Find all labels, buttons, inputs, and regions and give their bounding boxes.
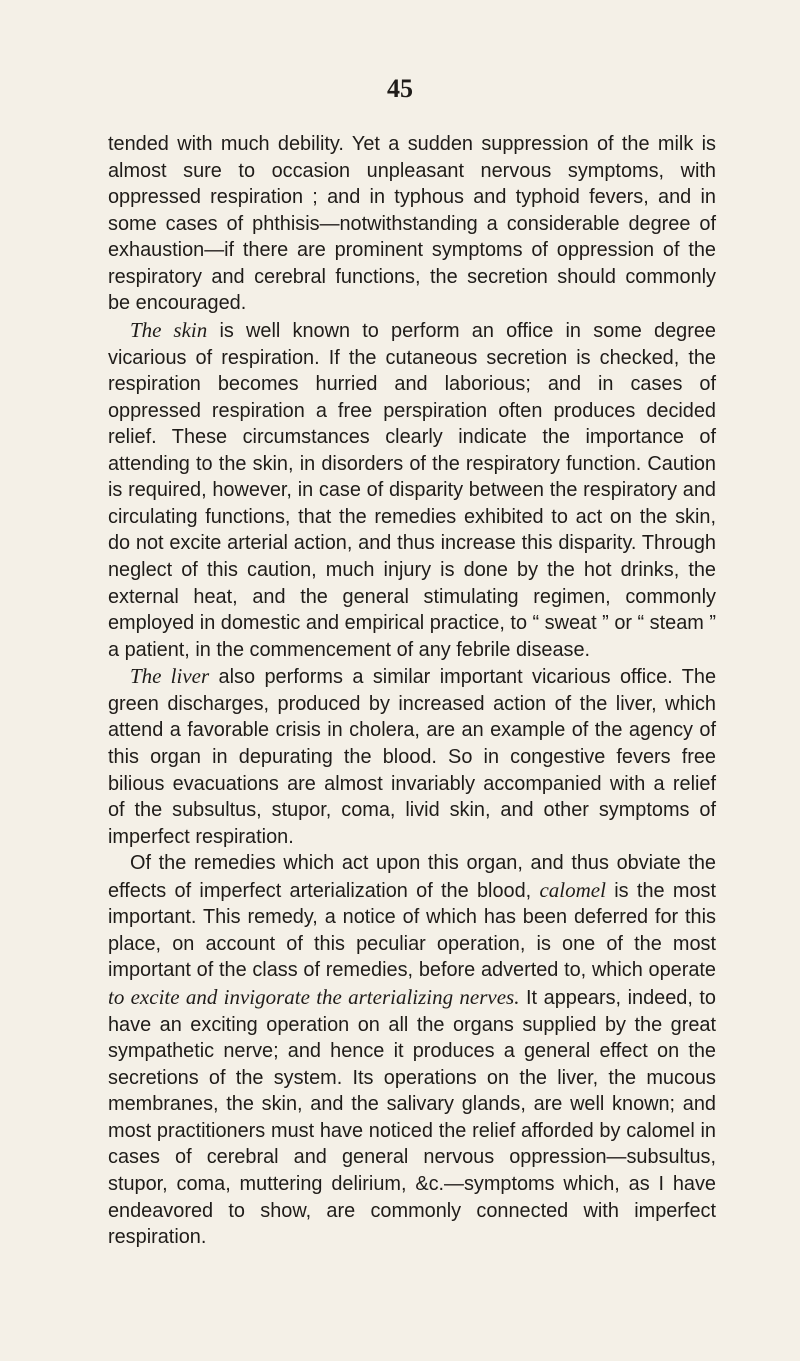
paragraph-text: Of the remedies which act upon this organ, and thus obviate the effects of imperfect arterialization of the blood, <box>108 852 716 902</box>
paragraph-text: also performs a similar important vicarious office. The green discharges, produced by increased action of the liver, which attend a favorable crisis in cholera, are an example of the agency of this organ in depurating the blood. So in congestive fevers free bilious evacuations are almost invariably accompanied with a relief of the subsultus, stupor, coma, livid skin, and other symptoms of imperfect respiration. <box>108 666 717 848</box>
paragraph-skin <box>108 317 716 663</box>
body-text <box>108 131 716 1251</box>
italic-heading-skin: The skin <box>130 317 208 342</box>
italic-heading-liver: The liver <box>130 664 210 689</box>
paragraph-text: It appears, indeed, to have an exciting operation on all the organs supplied by the great sympathetic nerve; and hence it produces a general effect on the secretions of the system. Its operations on the liver, the mucous membranes, the skin, and the salivary glands, are well known; and most practitioners must have noticed the relief afforded by calomel in cases of cerebral and general nervous oppression—subsultus, stupor, coma, muttering delirium, &c.—symptoms which, as I have endeavored to show, are commonly connected with imperfect respiration. <box>108 987 716 1249</box>
paragraph-liver <box>108 663 716 850</box>
paragraph-text: tended with much debility. Yet a sudden suppression of the milk is almost sure to occasion unpleasant nervous symptoms, with oppressed respiration ; and in typhous and typhoid fevers, and in some cases of phthisis—notwithstanding a considerable degree of exhaustion—if there are prominent symptoms of oppression of the respiratory and cerebral functions, the secretion should commonly be encouraged. <box>108 133 716 315</box>
page-number: 45 <box>387 74 413 103</box>
italic-phrase-excite: to excite and invigorate the arterializing nerves. <box>108 985 520 1009</box>
paragraph-text: is well known to perform an office in some degree vicarious of respiration. If the cutaneous secretion is checked, the respiration becomes hurried and laborious; and in cases of oppressed respiration a free perspiration often produces decided relief. These circumstances clearly indicate the importance of attending to the skin, in disorders of the respiratory function. Caution is required, however, in case of disparity between the respiratory and circulating functions, that the remedies exhibited to act on the skin, do not excite arterial action, and thus increase this disparity. Through neglect of this caution, much injury is done by the hot drinks, the external heat, and the general stimulating regimen, commonly employed in domestic and empirical practice, to “ sweat ” or “ steam ” a patient, in the commencement of any febrile disease. <box>108 319 716 661</box>
paragraph-milk-suppression <box>108 131 716 317</box>
paragraph-text: is the most important. This remedy, a notice of which has been deferred for this place, on account of this peculiar operation, is one of the most important of the class of remedies, before adverted to, which operate <box>108 879 716 982</box>
paragraph-calomel <box>108 850 716 1250</box>
italic-term-calomel: calomel <box>539 877 606 902</box>
